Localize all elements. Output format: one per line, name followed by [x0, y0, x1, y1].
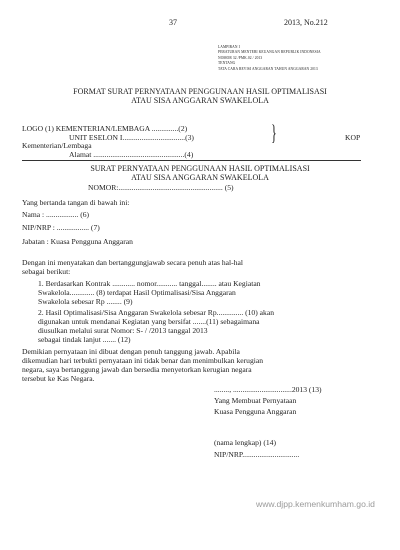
surat-number: NOMOR:....................................................... (5) [88, 183, 234, 192]
footer-url: www.djpp.kemenkumham.go.id [256, 499, 375, 509]
paragraph2-line: tersebut ke Kas Negara. [22, 374, 95, 383]
kop-label: KOP [345, 133, 361, 142]
intro-text: Yang bertanda tangan di bawah ini: [22, 198, 130, 207]
paragraph2-line: Demikian pernyataan ini dibuat dengan penuh tanggung jawab. Apabila [22, 347, 240, 356]
format-title-line2: ATAU SISA ANGGARAN SWAKELOLA [131, 96, 269, 105]
letterhead-line3: Kementerian/Lembaga [22, 141, 92, 150]
list-item: 2. Hasil Optimalisasi/Sisa Anggaran Swakelola sebesar Rp.............. (10) akan [38, 308, 274, 317]
list-item: Swakelola............. (8) terdapat Hasil Optimalisasi/Sisa Anggaran [38, 288, 236, 297]
lampiran-line: PERATURAN MENTERI KEUANGAN REPUBLIK INDONESIA [218, 50, 321, 55]
lampiran-line: NOMOR 32 /PMK.02 / 2013 [218, 55, 263, 60]
paragraph1-line: sebagai berikut: [22, 267, 71, 276]
signature-name: (nama lengkap) (14) [214, 438, 276, 447]
curly-brace-icon: } [271, 120, 277, 145]
signature-role2: Kuasa Pengguna Anggaran [214, 407, 297, 416]
surat-title-line1: SURAT PERNYATAAN PENGGUNAAN HASIL OPTIMALISASI [90, 164, 310, 173]
signature-nip: NIP/NRP.............................. [214, 450, 300, 459]
surat-title-line2: ATAU SISA ANGGARAN SWAKELOLA [131, 173, 269, 182]
list-item: 1. Berdasarkan Kontrak ............ nomor........... tanggal........ atau Kegiatan [38, 279, 261, 288]
lampiran-block [218, 45, 321, 72]
lampiran-line: TATA CARA REVISI ANGGARAN TAHUN ANGGARAN 2013 [218, 66, 318, 71]
document-reference: 2013, No.212 [284, 18, 328, 27]
paragraph2-line: negara, saya bertanggung jawab dan bersedia menyetorkan kerugian negara [22, 365, 252, 374]
format-title-line1: FORMAT SURAT PERNYATAAN PENGGUNAAN HASIL OPTIMALISASI [73, 87, 327, 96]
letterhead-line1: LOGO (1) KEMENTERIAN/LEMBAGA ..............(2) [22, 124, 188, 133]
page-number: 37 [169, 18, 177, 27]
letterhead-line2: UNIT ESELON I.................................(3) [69, 133, 194, 142]
list-item: sebagai tindak lanjut ....... (12) [38, 335, 131, 344]
letterhead-address: Alamat ................................................(4) [69, 150, 194, 159]
list-item: Swakelola sebesar Rp ........ (9) [38, 297, 133, 306]
list-item: digunakan untuk mendanai Kegiatan yang bersifat .......(11) sebagaimana [38, 317, 260, 326]
field-nama: Nama : ................. (6) [22, 210, 90, 219]
paragraph1-line: Dengan ini menyatakan dan bertanggungjawab secara penuh atas hal-hal [22, 258, 243, 267]
field-nip: NIP/NRP : ................. (7) [22, 223, 100, 232]
lampiran-line: TENTANG [218, 61, 236, 66]
lampiran-line: LAMPIRAN I [218, 45, 240, 49]
list-item: diusulkan melalui surat Nomor: S- / /2013 tanggal 2013 [38, 326, 208, 335]
signature-role1: Yang Membuat Pernyataan [214, 396, 297, 405]
letterhead-divider [22, 160, 361, 161]
field-jabatan: Jabatan : Kuasa Pengguna Anggaran [22, 237, 133, 246]
signature-date: ........, ...............................2013 (13) [214, 385, 322, 394]
paragraph2-line: dikemudian hari terbukti pernyataan ini tidak benar dan menimbulkan kerugian [22, 356, 264, 365]
